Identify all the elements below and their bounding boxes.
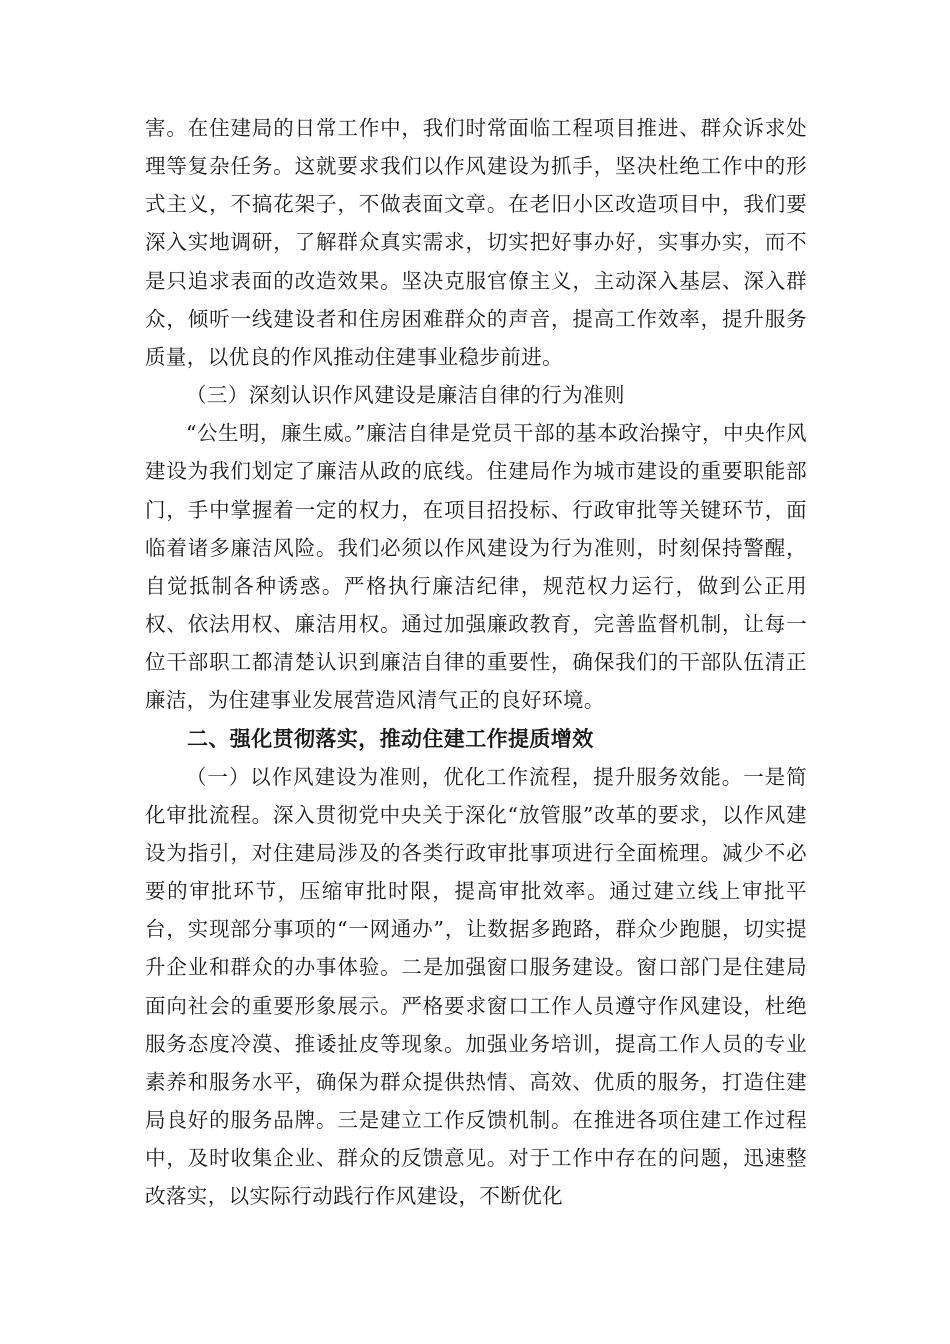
paragraph-workflow: （一）以作风建设为准则，优化工作流程，提升服务效能。一是简化审批流程。深入贯彻党中央关于深化“放管服”改革的要求，以作风建设为指引，对住建局涉及的各类行政审批事项进行全面梳理。减少不必要的审批环节，压缩审批时限，提高审批效率。通过建立线上审批平台，实现部分事项的“一网通办”，让数据多跑路，群众少跑腿，切实提升企业和群众的办事体验。二是加强窗口服务建设。窗口部门是住建局面向社会的重要形象展示。严格要求窗口工作人员遵守作风建设，杜绝服务态度冷漠、推诿扯皮等现象。加强业务培训，提高工作人员的专业素养和服务水平，确保为群众提供热情、高效、优质的服务，打造住建局良好的服务品牌。三是建立工作反馈机制。在推进各项住建工作过程中，及时收集企业、群众的反馈意见。对于工作中存在的问题，迅速整改落实，以实际行动践行作风建设，不断优化 <box>145 764 807 1209</box>
heading-section-2: 二、强化贯彻落实，推动住建工作提质增效 <box>187 726 594 751</box>
paragraph-integrity: “公生明，廉生威。”廉洁自律是党员干部的基本政治操守，中央作风建设为我们划定了廉洁从政的底线。住建局作为城市建设的重要职能部门，手中掌握着一定的权力，在项目招投标、行政审批等关键环节，面临着诸多廉洁风险。我们必须以作风建设为行为准则，时刻保持警醒，自觉抵制各种诱惑。严格执行廉洁纪律，规范权力运行，做到公正用权、依法用权、廉洁用权。通过加强廉政教育，完善监督机制，让每一位干部职工都清楚认识到廉洁自律的重要性，确保我们的干部队伍清正廉洁，为住建事业发展营造风清气正的良好环境。 <box>145 421 807 713</box>
document-page <box>145 109 807 1216</box>
paragraph-continued: 害。在住建局的日常工作中，我们时常面临工程项目推进、群众诉求处理等复杂任务。这就要求我们以作风建设为抓手，坚决杜绝工作中的形式主义，不搞花架子，不做表面文章。在老旧小区改造项目中，我们要深入实地调研，了解群众真实需求，切实把好事办好，实事办实，而不是只追求表面的改造效果。坚决克服官僚主义，主动深入基层、深入群众，倾听一线建设者和住房困难群众的声音，提高工作效率，提升服务质量，以优良的作风推动住建事业稳步前进。 <box>145 116 807 369</box>
subheading-section-3: （三）深刻认识作风建设是廉洁自律的行为准则 <box>186 383 625 408</box>
